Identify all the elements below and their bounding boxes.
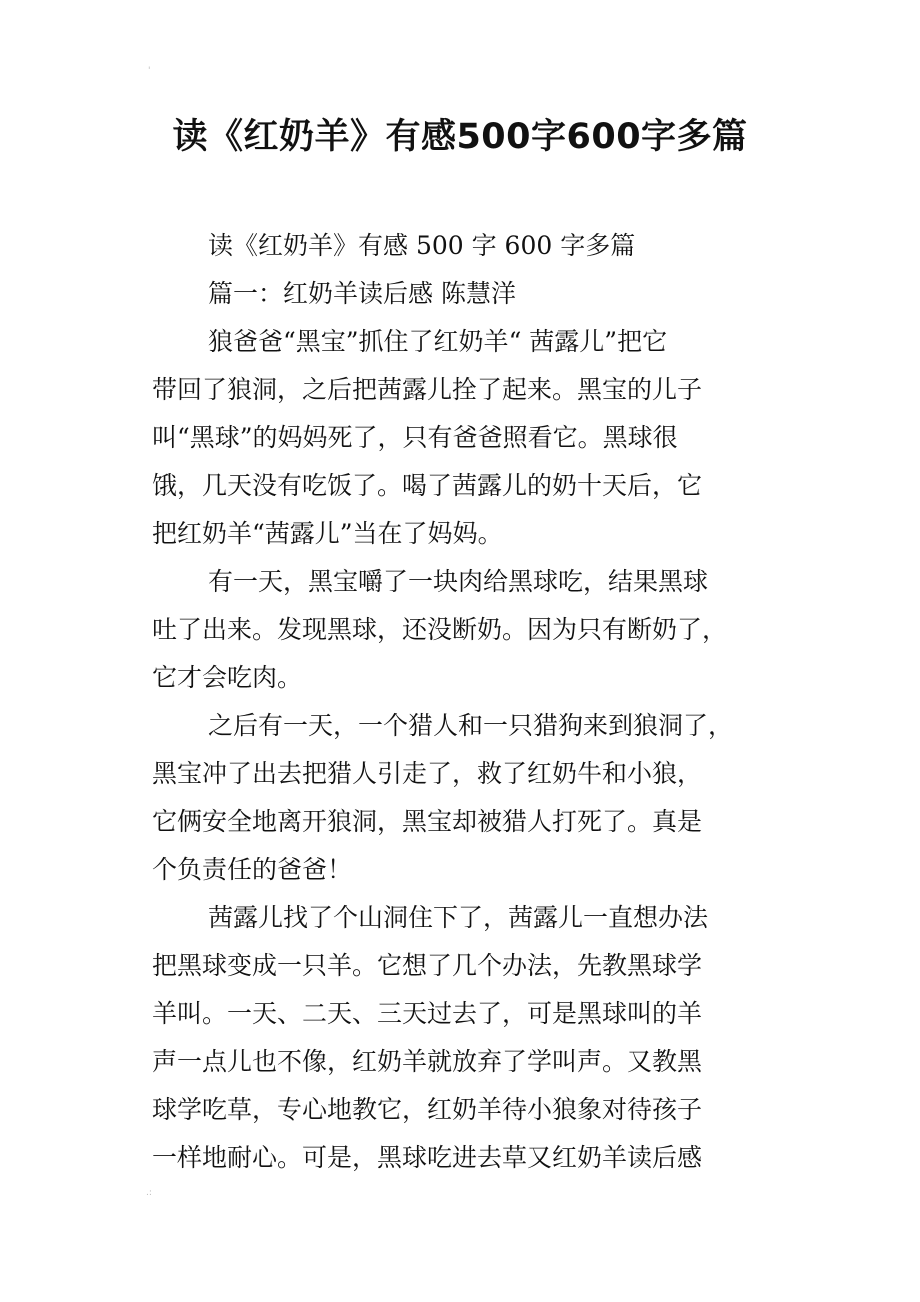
paragraph-line: 叫“黑球”的妈妈死了，只有爸爸照看它。黑球很	[152, 423, 678, 452]
document-title: 读《红奶羊》有感500字600字多篇	[172, 117, 748, 157]
paragraph	[152, 222, 772, 270]
paragraph	[152, 318, 772, 558]
document-body	[152, 222, 772, 1182]
paragraph-line: 之后有一天，一个猎人和一只猎狗来到狼洞了，	[208, 711, 734, 740]
paragraph-line: 把红奶羊“茜露儿”当在了妈妈。	[152, 519, 503, 548]
paragraph-line: 声一点儿也不像，红奶羊就放弃了学叫声。又教黑	[152, 1047, 703, 1076]
paragraph	[152, 894, 772, 1182]
paragraph-line: 球学吃草，专心地教它，红奶羊待小狼象对待孩子	[152, 1095, 703, 1124]
paragraph	[152, 270, 772, 318]
paragraph-line: 个负责任的爸爸！	[152, 855, 353, 884]
paragraph-line: 带回了狼洞，之后把茜露儿拴了起来。黑宝的儿子	[152, 375, 703, 404]
paragraph-line: 它才会吃肉。	[152, 663, 303, 692]
paragraph-line: 把黑球变成一只羊。它想了几个办法，先教黑球学	[152, 951, 703, 980]
corner-mark-icon: .:	[146, 1188, 152, 1198]
paragraph-line: 饿，几天没有吃饭了。喝了茜露儿的奶十天后，它	[152, 471, 703, 500]
paragraph-line: 狼爸爸“黑宝”抓住了红奶羊“ 茜露儿”把它	[208, 327, 668, 356]
paragraph-line: 有一天，黑宝嚼了一块肉给黑球吃，结果黑球	[208, 567, 709, 596]
paragraph	[152, 702, 772, 894]
paragraph-line: 读《红奶羊》有感 500 字 600 字多篇	[208, 231, 636, 260]
paragraph	[152, 558, 772, 702]
paragraph-line: 羊叫。一天、二天、三天过去了，可是黑球叫的羊	[152, 999, 703, 1028]
paragraph-line: 黑宝冲了出去把猎人引走了，救了红奶牛和小狼，	[152, 759, 703, 788]
paragraph-line: 一样地耐心。可是，黑球吃进去草又红奶羊读后感	[152, 1143, 703, 1172]
paragraph-line: 篇一：红奶羊读后感 陈慧洋	[208, 279, 516, 308]
corner-mark-icon: '	[148, 66, 151, 76]
paragraph-line: 茜露儿找了个山洞住下了，茜露儿一直想办法	[208, 903, 709, 932]
paragraph-line: 吐了出来。发现黑球，还没断奶。因为只有断奶了，	[152, 615, 728, 644]
paragraph-line: 它俩安全地离开狼洞，黑宝却被猎人打死了。真是	[152, 807, 703, 836]
